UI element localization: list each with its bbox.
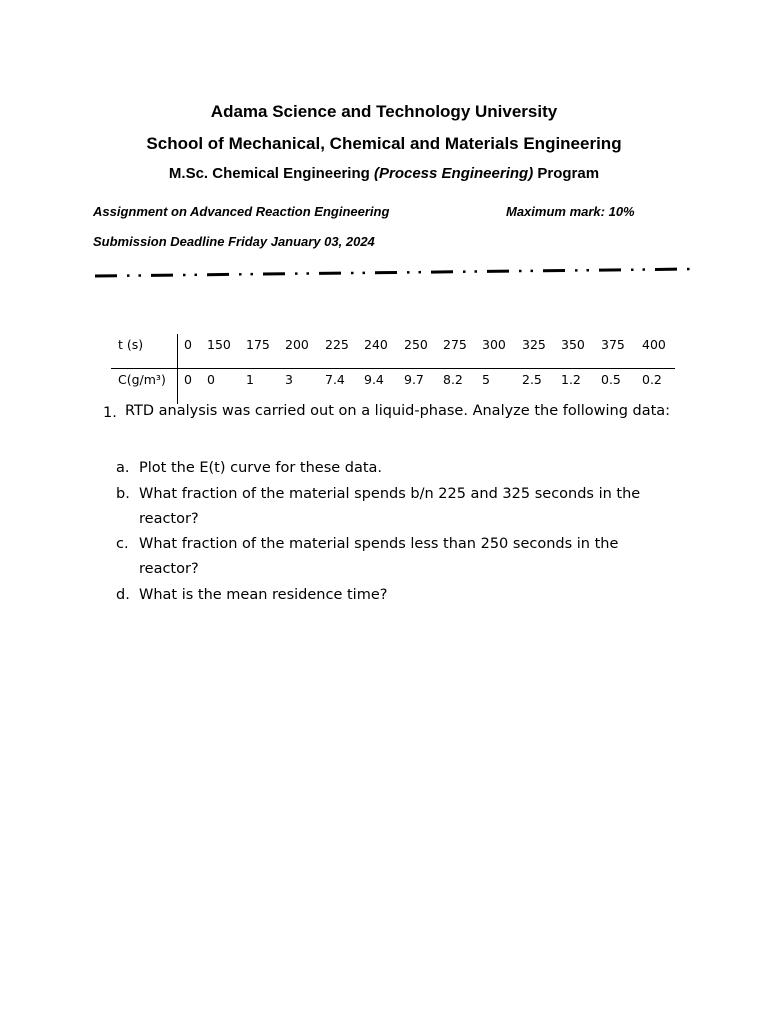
maximum-mark: Maximum mark: 10%: [506, 204, 635, 219]
concentration-value-cell: 0.2: [642, 372, 662, 387]
sub-question-line: What is the mean residence time?: [139, 587, 388, 603]
sub-question-line: Plot the E(t) curve for these data.: [139, 460, 383, 476]
concentration-value-cell: 5: [482, 372, 490, 387]
program-name: [0, 165, 768, 182]
program-suffix: Program: [533, 165, 600, 182]
concentration-value-cell: 1.2: [561, 372, 581, 387]
sub-question-c: [116, 532, 686, 582]
concentration-value-cell: 8.2: [443, 372, 463, 387]
sub-question-label: b.: [116, 486, 130, 502]
sub-question-line: reactor?: [139, 511, 199, 527]
concentration-value-cell: 0: [184, 372, 192, 387]
row-label-time: t (s): [118, 337, 144, 352]
table-vertical-rule: [177, 334, 178, 404]
time-value-cell: 300: [482, 337, 506, 352]
program-prefix: M.Sc. Chemical Engineering: [168, 165, 374, 182]
time-value-cell: 400: [642, 337, 666, 352]
question-1: [103, 401, 683, 421]
time-value-cell: 375: [601, 337, 625, 352]
school-name: School of Mechanical, Chemical and Materials Engineering: [146, 134, 622, 153]
program-specialization: (Process Engineering): [373, 165, 534, 182]
row-label-concentration: C(g/m³): [118, 372, 166, 387]
dash-dot-divider: [95, 262, 695, 280]
sub-question-d: [116, 583, 686, 608]
concentration-value-cell: 2.5: [522, 372, 542, 387]
concentration-value-cell: 3: [285, 372, 293, 387]
time-value-cell: 225: [325, 337, 349, 352]
sub-question-label: c.: [116, 536, 129, 552]
time-value-cell: 150: [207, 337, 231, 352]
sub-question-label: d.: [116, 587, 130, 603]
time-value-cell: 240: [364, 337, 388, 352]
sub-question-line: reactor?: [139, 561, 199, 577]
concentration-value-cell: 0.5: [601, 372, 621, 387]
sub-question-a: [116, 456, 686, 481]
sub-question-b: [116, 482, 686, 532]
sub-question-label: a.: [116, 460, 130, 476]
sub-question-line: What fraction of the material spends less than 250 seconds in the: [139, 536, 619, 552]
time-value-cell: 0: [184, 337, 192, 352]
time-value-cell: 325: [522, 337, 546, 352]
concentration-value-cell: 7.4: [325, 372, 345, 387]
time-value-cell: 250: [404, 337, 428, 352]
concentration-value-cell: 1: [246, 372, 254, 387]
question-number: 1.: [103, 405, 117, 421]
concentration-value-cell: 9.4: [364, 372, 384, 387]
university-name: Adama Science and Technology University: [210, 102, 558, 121]
sub-question-line: What fraction of the material spends b/n 225 and 325 seconds in the: [139, 486, 641, 502]
assignment-title: Assignment on Advanced Reaction Engineering: [93, 204, 390, 219]
table-horizontal-rule: [111, 368, 675, 369]
concentration-value-cell: 0: [207, 372, 215, 387]
time-value-cell: 350: [561, 337, 585, 352]
time-value-cell: 200: [285, 337, 309, 352]
question-text: RTD analysis was carried out on a liquid-phase. Analyze the following data:: [125, 403, 671, 419]
submission-deadline: Submission Deadline Friday January 03, 2024: [93, 234, 375, 249]
time-value-cell: 175: [246, 337, 270, 352]
time-value-cell: 275: [443, 337, 467, 352]
concentration-value-cell: 9.7: [404, 372, 424, 387]
